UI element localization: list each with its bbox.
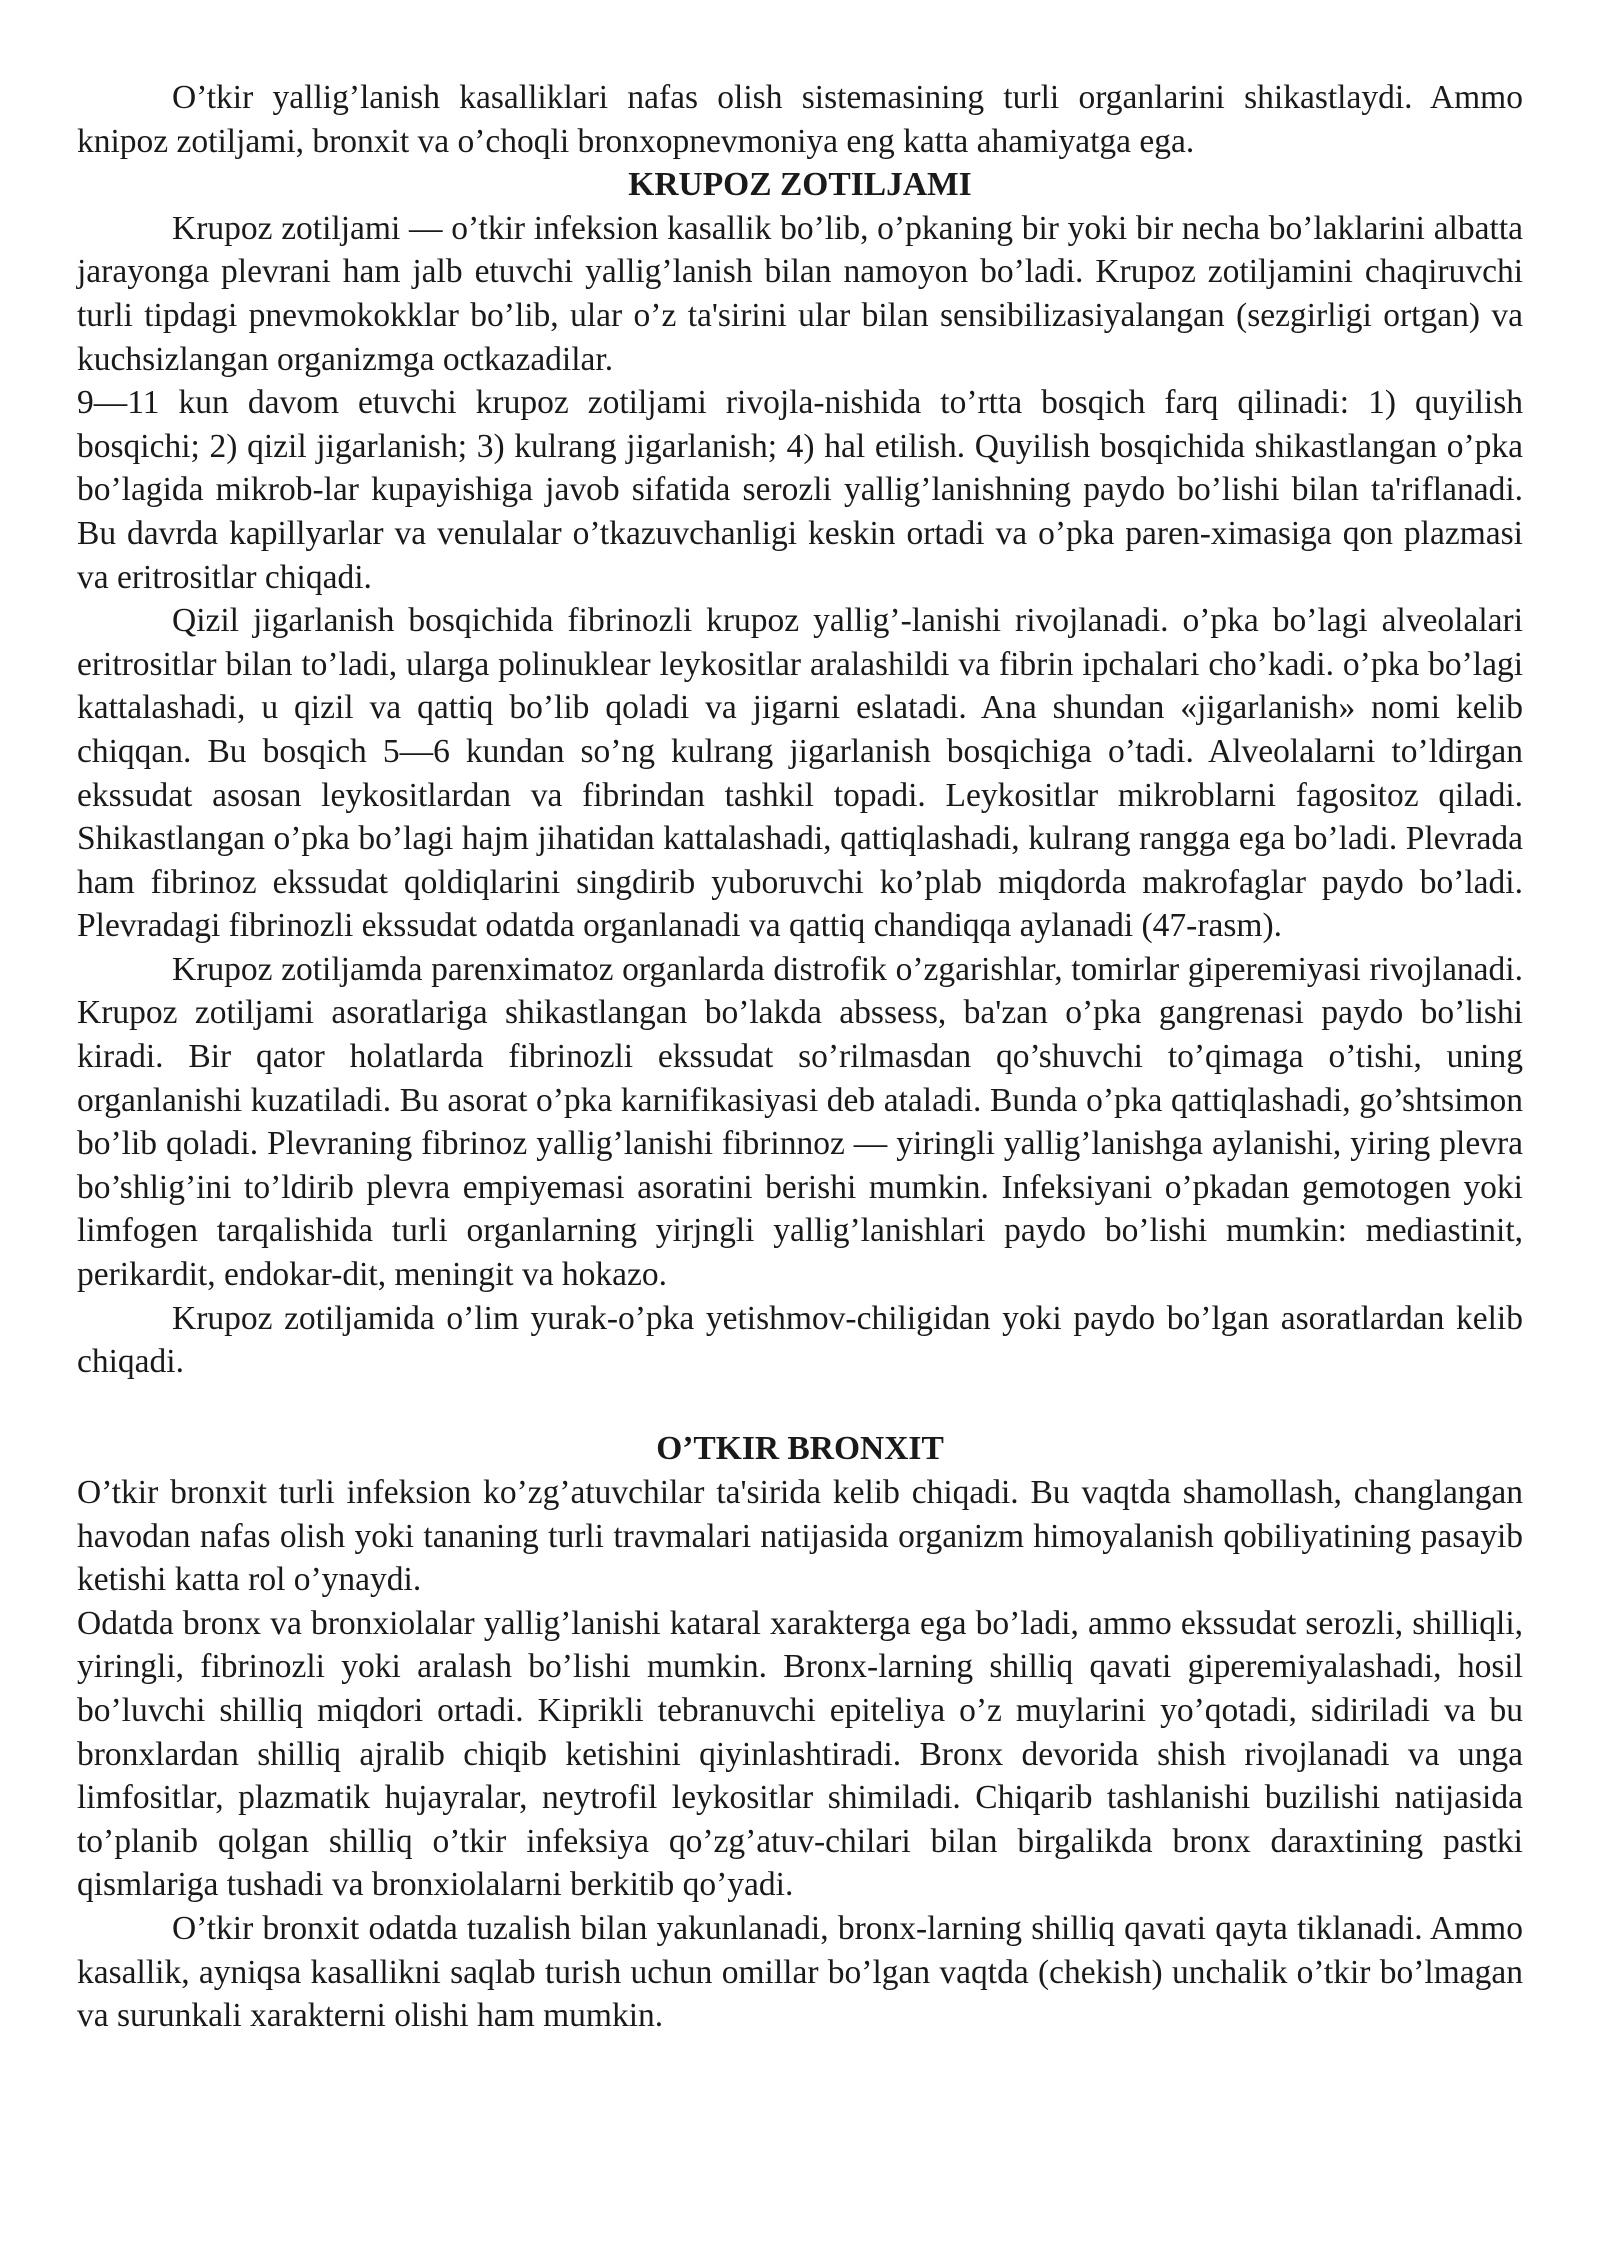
section-spacer [77, 1384, 1523, 1428]
krupoz-paragraph-4: Krupoz zotiljamda parenximatoz organlarda distrofik o’zgarishlar, tomirlar giperemiyasi rivojlanadi. Krupoz zotiljami asoratlariga shikastlangan bo’lakda abssess, ba'zan o’pka gangrenasi paydo bo’lishi kiradi. Bir qator holatlarda fibrinozli ekssudat so’rilmasdan qo’shuvchi to’qimaga o’tishi, uning organlanishi kuzatiladi. Bu asorat o’pka karnifikasiyasi deb ataladi. Bunda o’pka qattiqlashadi, go’shtsimon bo’lib qoladi. Plevraning fibrinoz yallig’lanishi fibrinnoz — yiringli yallig’lanishga aylanishi, yiring plevra bo’shlig’ini to’ldirib plevra empiyemasi asoratini berishi mumkin. Infeksiyani o’pkadan gemotogen yoki limfogen tarqalishida turli organlarning yirjngli yallig’lanishlari paydo bo’lishi mumkin: mediastinit, perikardit, endokar-dit, meningit va hokazo. [77, 950, 1523, 1294]
krupoz-paragraph-2: 9—11 kun davom etuvchi krupoz zotiljami rivojla-nishida to’rtta bosqich farq qilinadi: 1) quyilish bosqichi; 2) qizil jigarlanish; 3) kulrang jigarlanish; 4) hal etilish. Quyilish bosqichida shikastlangan o’pka bo’lagida mikrob-lar kupayishiga javob sifatida serozli yallig’lanishning paydo bo’lishi bilan ta'riflanadi. Bu davrda kapillyarlar va venulalar o’tkazuvchanligi keskin ortadi va o’pka paren-ximasiga qon plazmasi va eritrositlar chiqadi. [77, 384, 1523, 596]
bronxit-paragraph-3: O’tkir bronxit odatda tuzalish bilan yakunlanadi, bronx-larning shilliq qavati qayta tiklanadi. Ammo kasallik, ayniqsa kasallikni saqlab turish uchun omillar bo’lgan vaqtda (chekish) unchalik o’tkir bo’lmagan va surunkali xarakterni olishi ham mumkin. [77, 1909, 1523, 2035]
bronxit-paragraph-1: O’tkir bronxit turli infeksion ko’zg’atuvchilar ta'sirida kelib chiqadi. Bu vaqtda shamollash, changlangan havodan nafas olish yoki tananing turli travmalari natijasida organizm himoyalanish qobiliyatining pasayib ketishi katta rol o’ynaydi. [77, 1474, 1523, 1599]
bronxit-paragraph-2: Odatda bronx va bronxiolalar yallig’lanishi kataral xarakterga ega bo’ladi, ammo ekssudat serozli, shilliqli, yiringli, fibrinozli yoki aralash bo’lishi mumkin. Bronx-larning shilliq qavati giperemiyalashadi, hosil bo’luvchi shilliq miqdori ortadi. Kiprikli tebranuvchi epiteliya o’z muylarini yo’qotadi, sidiriladi va bu bronxlardan shilliq ajralib chiqib ketishini qiyinlashtiradi. Bronx devorida shish rivojlanadi va unga limfositlar, plazmatik hujayralar, neytrofil leykositlar shimiladi. Chiqarib tashlanishi buzilishi natijasida to’planib qolgan shilliq o’tkir infeksiya qo’zg’atuv-chilari bilan birgalikda bronx daraxtining pastki qismlariga tushadi va bronxiolalarni berkitib qo’yadi. [77, 1604, 1523, 1904]
document-page [77, 76, 1523, 2038]
krupoz-paragraph-5: Krupoz zotiljamida o’lim yurak-o’pka yetishmov-chiligidan yoki paydo bo’lgan asoratlardan kelib chiqadi. [77, 1299, 1523, 1381]
intro-paragraph: O’tkir yallig’lanish kasalliklari nafas olish sistemasining turli organlarini shikastlaydi. Ammo knipoz zotiljami, bronxit va o’choqli bronxopnevmoniya eng katta ahamiyatga ega. [77, 79, 1523, 160]
section-heading-bronxit: O’TKIR BRONXIT [656, 1430, 944, 1468]
krupoz-paragraph-3: Qizil jigarlanish bosqichida fibrinozli krupoz yallig’-lanishi rivojlanadi. o’pka bo’lagi alveolalari eritrositlar bilan to’ladi, ularga polinuklear leykositlar aralashildi va fibrin ipchalari cho’kadi. o’pka bo’lagi kattalashadi, u qizil va qattiq bo’lib qoladi va jigarni eslatadi. Ana shundan «jigarlanish» nomi kelib chiqqan. Bu bosqich 5—6 kundan so’ng kulrang jigarlanish bosqichiga o’tadi. Alveolalarni to’ldirgan ekssudat asosan leykositlardan va fibrindan tashkil topadi. Leykositlar mikroblarni fagositoz qiladi. Shikastlangan o’pka bo’lagi hajm jihatidan kattalashadi, qattiqlashadi, kulrang rangga ega bo’ladi. Plevrada ham fibrinoz ekssudat qoldiqlarini singdirib yuboruvchi ko’plab miqdorda makrofaglar paydo bo’ladi. Plevradagi fibrinozli ekssudat odatda organlanadi va qattiq chandiqqa aylanadi (47-rasm). [77, 602, 1523, 945]
krupoz-paragraph-1: Krupoz zotiljami — o’tkir infeksion kasallik bo’lib, o’pkaning bir yoki bir necha bo’laklarini albatta jarayonga plevrani ham jalb etuvchi yallig’lanish bilan namoyon bo’ladi. Krupoz zotiljamini chaqiruvchi turli tipdagi pnevmokokklar bo’lib, ular o’z ta'sirini ular bilan sensibilizasiyalangan (sezgirligi ortgan) va kuchsizlangan organizmga octkazadilar. [77, 209, 1523, 378]
section-heading-krupoz: KRUPOZ ZOTILJAMI [628, 166, 972, 204]
